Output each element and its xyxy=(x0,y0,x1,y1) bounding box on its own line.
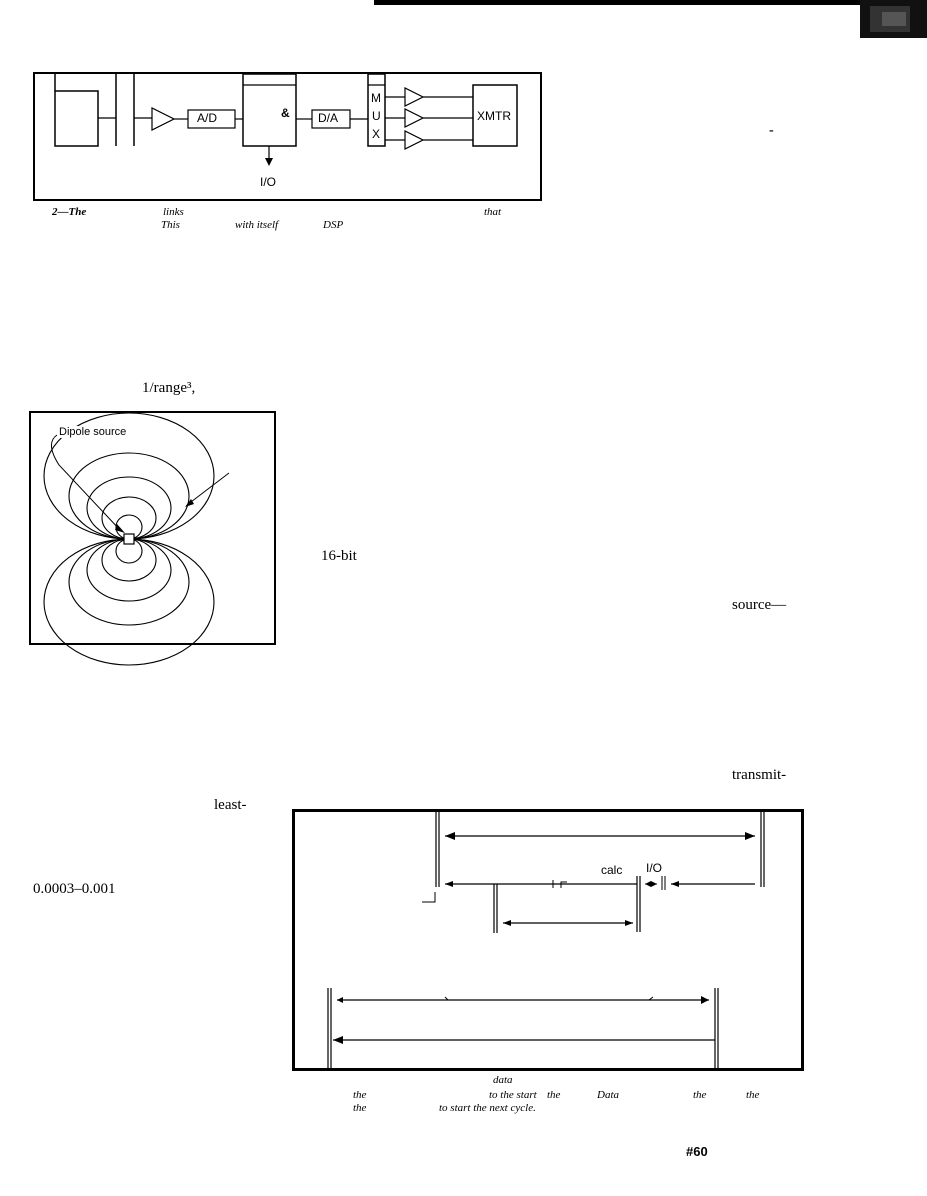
timing-caption-word: the xyxy=(693,1089,707,1101)
timing-calc-label: calc xyxy=(601,863,623,877)
mux-u-label: U xyxy=(372,109,381,123)
text-fragment-16bit: 16-bit xyxy=(321,548,357,564)
dipole-figure xyxy=(29,411,276,645)
block-diagram-lines xyxy=(35,74,540,199)
corner-tab-graphic xyxy=(860,0,927,38)
page-reference: #60 xyxy=(686,1144,708,1159)
ampersand-label: & xyxy=(281,106,290,120)
text-fragment-range-value: 0.0003–0.001 xyxy=(33,881,116,897)
mux-m-label: M xyxy=(371,91,381,105)
xmtr-label: XMTR xyxy=(477,109,511,123)
dipole-field-lines xyxy=(31,413,274,643)
timing-caption-word: the xyxy=(547,1089,561,1101)
fig2-caption-word: This xyxy=(161,219,180,231)
text-fragment-least: least- xyxy=(214,797,247,813)
fig2-caption-word: with itself xyxy=(235,219,279,231)
text-fragment-range: 1/range³, xyxy=(142,380,196,396)
timing-caption-word: Data xyxy=(597,1089,619,1101)
timing-caption-word: the xyxy=(746,1089,760,1101)
io-label: I/O xyxy=(260,175,277,189)
fig2-caption-word: links xyxy=(163,206,184,218)
ad-label: A/D xyxy=(197,111,218,125)
dipole-source-label: Dipole source xyxy=(59,426,127,438)
header-rule xyxy=(374,0,860,5)
text-fragment-transmit: transmit- xyxy=(732,767,787,783)
timing-caption-word: to the start xyxy=(489,1089,537,1101)
fig2-caption-word: that xyxy=(484,206,502,218)
text-fragment-dash: - xyxy=(769,123,774,138)
fig2-caption-label: 2—The xyxy=(52,206,87,218)
timing-io-label: I/O xyxy=(646,861,663,875)
mux-x-label: X xyxy=(372,127,381,141)
timing-diagram-lines xyxy=(295,812,801,1068)
timing-caption-word: the xyxy=(353,1102,367,1114)
fig2-caption-word: DSP xyxy=(323,219,344,231)
timing-caption-word: to start the next cycle. xyxy=(439,1102,536,1114)
text-fragment-source: source— xyxy=(732,597,787,613)
timing-caption-word: the xyxy=(353,1089,367,1101)
block-diagram-figure xyxy=(33,72,542,201)
timing-diagram-figure xyxy=(292,809,804,1071)
da-label: D/A xyxy=(318,111,339,125)
timing-caption-word: data xyxy=(493,1074,513,1086)
